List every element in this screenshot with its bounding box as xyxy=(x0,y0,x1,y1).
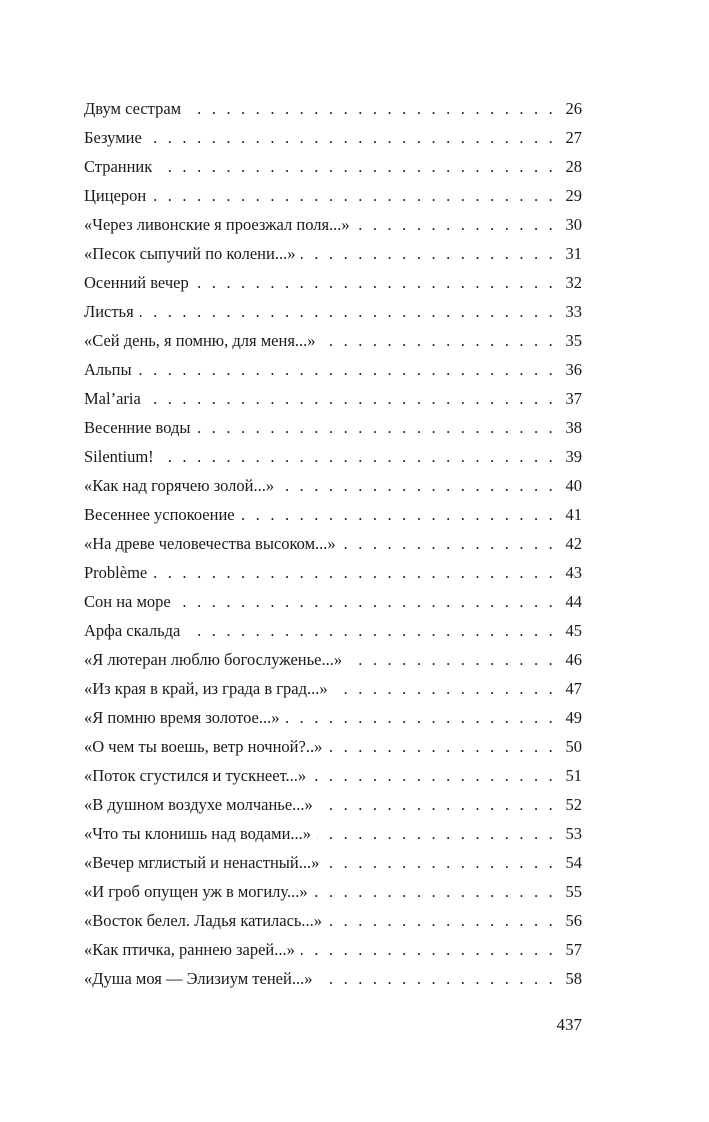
toc-entry-page: 56 xyxy=(565,911,582,930)
page-number: 437 xyxy=(556,1015,582,1034)
dot-leader xyxy=(317,819,556,848)
toc-entry-page: 33 xyxy=(565,302,582,321)
toc-entry xyxy=(84,326,582,355)
toc-entry xyxy=(84,587,582,616)
toc-entry xyxy=(84,964,582,993)
toc-entry-title: Весенние воды xyxy=(84,418,191,437)
toc-entry xyxy=(84,558,582,587)
toc-entry-title: «Из края в край, из града в град...» xyxy=(84,679,328,698)
toc-entry xyxy=(84,790,582,819)
dot-leader xyxy=(334,674,556,703)
toc-entry-title: Безумие xyxy=(84,128,142,147)
toc-entry xyxy=(84,181,582,210)
toc-entry-title: «Я помню время золотое...» xyxy=(84,708,280,727)
dot-leader xyxy=(312,761,556,790)
dot-leader xyxy=(301,935,556,964)
toc-entry-page: 49 xyxy=(565,708,582,727)
dot-leader xyxy=(328,732,556,761)
toc-entry-page: 38 xyxy=(565,418,582,437)
toc-entry-page: 31 xyxy=(565,244,582,263)
toc-entry-page: 51 xyxy=(565,766,582,785)
toc-entry-page: 39 xyxy=(565,447,582,466)
toc-entry-title: Mal’aria xyxy=(84,389,141,408)
toc-entry-title: «Поток сгустился и тускнеет...» xyxy=(84,766,307,785)
toc-entry-page: 40 xyxy=(565,476,582,495)
dot-leader xyxy=(348,645,556,674)
dot-leader xyxy=(147,384,556,413)
toc-entry-page: 50 xyxy=(565,737,582,756)
toc-entry xyxy=(84,819,582,848)
toc-entry-title: «Через ливонские я проезжал поля...» xyxy=(84,215,350,234)
toc-entry xyxy=(84,529,582,558)
toc-entry-page: 36 xyxy=(565,360,582,379)
dot-leader xyxy=(328,906,556,935)
toc-entry xyxy=(84,471,582,500)
dot-leader xyxy=(152,181,556,210)
dot-leader xyxy=(140,297,556,326)
dot-leader xyxy=(138,355,556,384)
toc-entry xyxy=(84,906,582,935)
dot-leader xyxy=(342,529,556,558)
dot-leader xyxy=(148,123,556,152)
toc-entry-page: 55 xyxy=(565,882,582,901)
toc-entry-title: «Как над горячею золой...» xyxy=(84,476,275,495)
toc-entry-page: 42 xyxy=(565,534,582,553)
toc-entry-page: 29 xyxy=(565,186,582,205)
toc-entry-title: «Что ты клонишь над водами...» xyxy=(84,824,312,843)
toc-entry-page: 28 xyxy=(565,157,582,176)
toc-entry-title: Цицерон xyxy=(84,186,147,205)
toc-entry xyxy=(84,297,582,326)
toc-entry-title: «Восток белел. Ладья катилась...» xyxy=(84,911,323,930)
toc-entry xyxy=(84,674,582,703)
toc-entry xyxy=(84,848,582,877)
toc-entry-title: «Вечер мглистый и ненастный...» xyxy=(84,853,320,872)
toc-entry-page: 53 xyxy=(565,824,582,843)
dot-leader xyxy=(187,94,556,123)
toc-entry xyxy=(84,413,582,442)
toc-entry-title: Двум сестрам xyxy=(84,99,182,118)
toc-entry-page: 27 xyxy=(565,128,582,147)
toc-entry xyxy=(84,645,582,674)
dot-leader xyxy=(186,616,556,645)
toc-entry-page: 54 xyxy=(565,853,582,872)
dot-leader xyxy=(286,703,556,732)
toc-entry-page: 26 xyxy=(565,99,582,118)
dot-leader xyxy=(177,587,556,616)
dot-leader xyxy=(314,877,556,906)
dot-leader xyxy=(301,239,556,268)
toc-entry-title: «Я лютеран люблю богослуженье...» xyxy=(84,650,343,669)
dot-leader xyxy=(241,500,556,529)
dot-leader xyxy=(318,964,556,993)
toc-entry-page: 45 xyxy=(565,621,582,640)
table-of-contents xyxy=(84,94,582,993)
dot-leader xyxy=(322,326,556,355)
toc-entry-title: «Сей день, я помню, для меня...» xyxy=(84,331,316,350)
dot-leader xyxy=(356,210,556,239)
toc-entry-page: 57 xyxy=(565,940,582,959)
toc-entry-page: 43 xyxy=(565,563,582,582)
toc-entry xyxy=(84,703,582,732)
toc-entry-title: Silentium! xyxy=(84,447,154,466)
toc-entry xyxy=(84,210,582,239)
toc-entry-title: «На древе человечества высоком...» xyxy=(84,534,336,553)
toc-entry xyxy=(84,239,582,268)
toc-entry-title: Сон на море xyxy=(84,592,171,611)
toc-entry xyxy=(84,761,582,790)
toc-entry-page: 46 xyxy=(565,650,582,669)
toc-entry-title: Альпы xyxy=(84,360,132,379)
toc-entry-title: «О чем ты воешь, ветр ночной?..» xyxy=(84,737,323,756)
toc-entry-title: Весеннее успокоение xyxy=(84,505,235,524)
dot-leader xyxy=(195,268,556,297)
dot-leader xyxy=(196,413,556,442)
toc-entry-title: Осенний вечер xyxy=(84,273,189,292)
toc-entry-title: «Как птичка, раннею зарей...» xyxy=(84,940,295,959)
toc-entry xyxy=(84,123,582,152)
toc-entry-title: «Песок сыпучий по колени...» xyxy=(84,244,296,263)
toc-entry-page: 47 xyxy=(565,679,582,698)
toc-entry-title: «И гроб опущен уж в могилу...» xyxy=(84,882,308,901)
dot-leader xyxy=(280,471,556,500)
toc-entry-title: Арфа скальда xyxy=(84,621,181,640)
dot-leader xyxy=(153,558,556,587)
toc-entry-title: «В душном воздухе молчанье...» xyxy=(84,795,313,814)
toc-entry-page: 37 xyxy=(565,389,582,408)
toc-entry-page: 52 xyxy=(565,795,582,814)
toc-entry-page: 44 xyxy=(565,592,582,611)
toc-entry xyxy=(84,384,582,413)
toc-entry-title: Problème xyxy=(84,563,148,582)
toc-entry xyxy=(84,152,582,181)
toc-entry-title: Странник xyxy=(84,157,153,176)
toc-entry xyxy=(84,94,582,123)
toc-entry xyxy=(84,355,582,384)
toc-entry xyxy=(84,616,582,645)
toc-entry-page: 58 xyxy=(565,969,582,988)
toc-entry-page: 41 xyxy=(565,505,582,524)
toc-entry xyxy=(84,268,582,297)
dot-leader xyxy=(325,848,556,877)
dot-leader xyxy=(160,442,556,471)
dot-leader xyxy=(319,790,556,819)
toc-entry-page: 30 xyxy=(565,215,582,234)
toc-entry-title: Листья xyxy=(84,302,134,321)
toc-entry-page: 32 xyxy=(565,273,582,292)
toc-entry xyxy=(84,732,582,761)
toc-entry xyxy=(84,442,582,471)
toc-entry-title: «Душа моя — Элизиум теней...» xyxy=(84,969,313,988)
toc-entry xyxy=(84,877,582,906)
toc-entry xyxy=(84,935,582,964)
dot-leader xyxy=(158,152,556,181)
toc-entry-page: 35 xyxy=(565,331,582,350)
toc-entry xyxy=(84,500,582,529)
